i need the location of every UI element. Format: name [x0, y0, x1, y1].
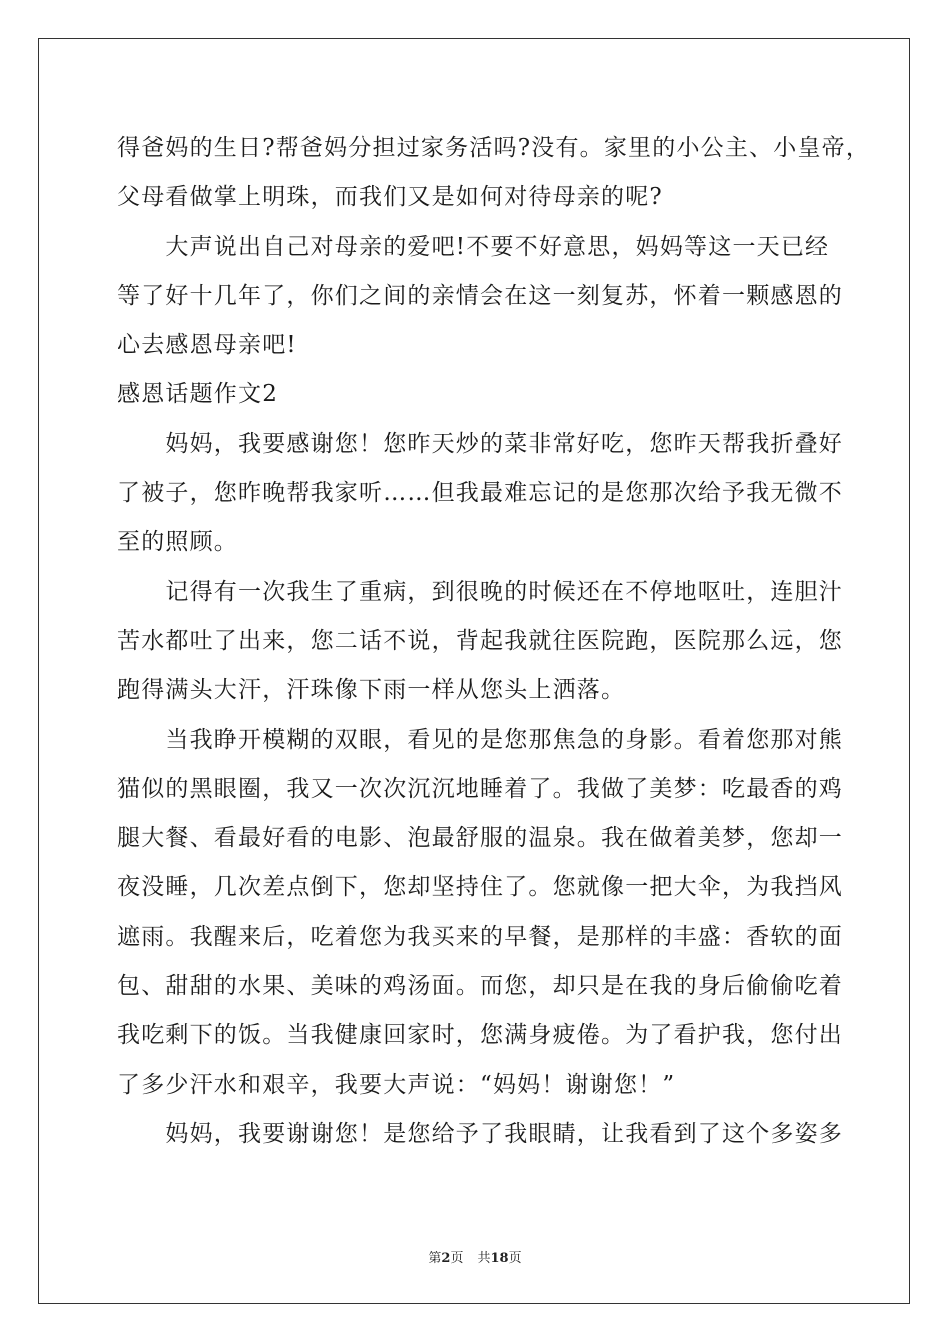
text-line: 苦水都吐了出来，您二话不说，背起我就往医院跑，医院那么远，您	[117, 627, 843, 654]
text-line: 猫似的黑眼圈，我又一次次沉沉地睡着了。我做了美梦：吃最香的鸡	[117, 775, 843, 802]
text-line: 心去感恩母亲吧!	[117, 332, 297, 359]
text-line: 遮雨。我醒来后，吃着您为我买来的早餐，是那样的丰盛：香软的面	[117, 923, 843, 950]
section-heading: 感恩话题作文2	[117, 381, 279, 408]
text-line: 腿大餐、看最好看的电影、泡最舒服的温泉。我在做着美梦，您却一	[117, 825, 843, 852]
text-line: 大声说出自己对母亲的爱吧!不要不好意思，妈妈等这一天已经	[117, 233, 830, 260]
text-line: 包、甜甜的水果、美味的鸡汤面。而您，却只是在我的身后偷偷吃着	[117, 973, 843, 1000]
total-pages: 18	[490, 1251, 509, 1266]
page-suffix: 页	[450, 1251, 464, 1266]
text-line: 了被子，您昨晚帮我家听……但我最难忘记的是您那次给予我无微不	[117, 480, 843, 507]
text-line: 记得有一次我生了重病，到很晚的时候还在不停地呕吐，连胆汁	[117, 578, 843, 605]
total-prefix: 共	[477, 1251, 491, 1266]
text-line: 等了好十几年了，你们之间的亲情会在这一刻复苏，怀着一颗感恩的	[117, 282, 843, 309]
text-line: 父母看做掌上明珠，而我们又是如何对待母亲的呢?	[117, 184, 663, 211]
text-line: 至的照顾。	[117, 529, 238, 556]
text-line: 当我睁开模糊的双眼，看见的是您那焦急的身影。看着您那对熊	[117, 726, 843, 753]
total-suffix: 页	[508, 1251, 522, 1266]
text-line: 妈妈，我要谢谢您！是您给予了我眼睛，让我看到了这个多姿多	[117, 1120, 843, 1147]
text-line: 得爸妈的生日?帮爸妈分担过家务活吗?没有。家里的小公主、小皇帝，	[117, 135, 871, 161]
text-line: 了多少汗水和艰辛，我要大声说：“妈妈！谢谢您！”	[117, 1071, 676, 1098]
text-line: 我吃剩下的饭。当我健康回家时，您满身疲倦。为了看护我，您付出	[117, 1022, 843, 1049]
text-line: 夜没睡，几次差点倒下，您却坚持住了。您就像一把大伞，为我挡风	[117, 874, 843, 901]
page-prefix: 第	[428, 1251, 442, 1266]
document-body	[117, 124, 871, 1159]
text-line: 跑得满头大汗，汗珠像下雨一样从您头上洒落。	[117, 677, 626, 704]
page-footer	[0, 1247, 950, 1266]
text-line: 妈妈，我要感谢您！您昨天炒的菜非常好吃，您昨天帮我折叠好	[117, 430, 843, 457]
page-number: 2	[441, 1251, 451, 1266]
